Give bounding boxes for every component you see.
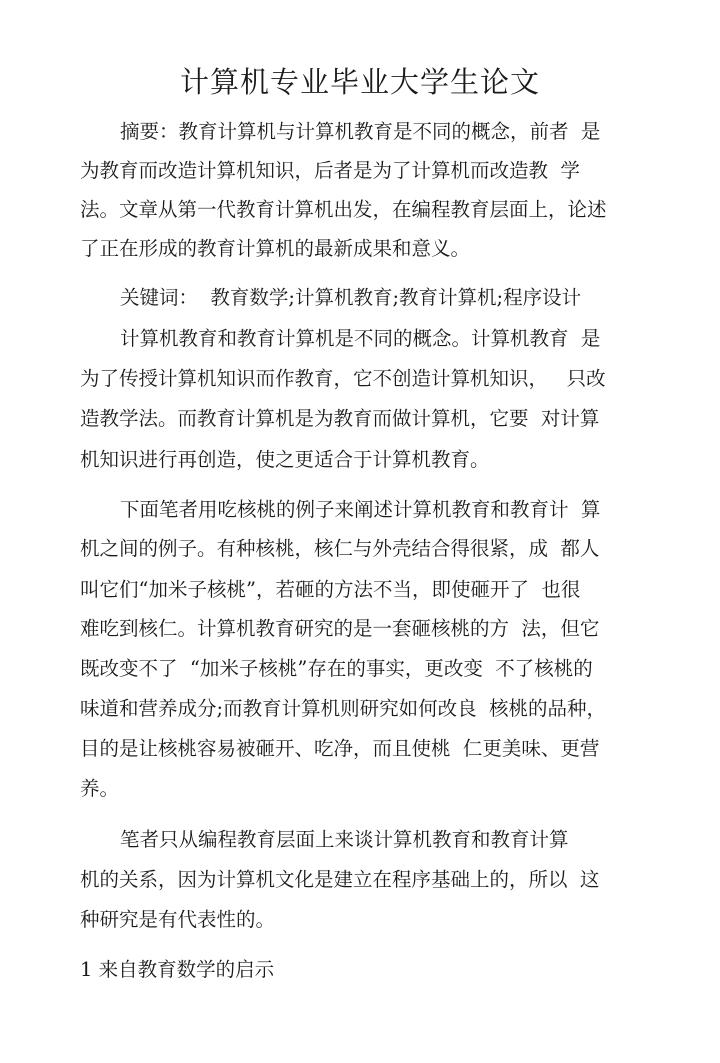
abstract-line: 为教育而改造计算机知识，后者是为了计算机而改造教 学 — [80, 159, 580, 182]
abstract-line: 摘要：教育计算机与计算机教育是不同的概念，前者 是 — [120, 120, 601, 143]
paragraph-line: 叫它们“加米子核桃”，若砸的方法不当，即使砸开了 也很 — [80, 578, 581, 601]
paragraph-line: 下面笔者用吃核桃的例子来阐述计算机教育和教育计 算 — [120, 498, 601, 521]
paragraph-line: 目的是让核桃容易被砸开、吃净，而且使桃 仁更美味、更营 — [80, 737, 600, 760]
section-heading: 1 来自教育数学的启示 — [80, 958, 275, 981]
paragraph-line: 养。 — [80, 777, 120, 800]
paragraph-line: 机之间的例子。有种核桃，核仁与外壳结合得很紧，成 都人 — [80, 537, 600, 560]
paragraph-line: 笔者只从编程教育层面上来谈计算机教育和教育计算 — [120, 828, 569, 851]
paragraph-line: 为了传授计算机知识而作教育，它不创造计算机知识， 只改 — [80, 367, 606, 390]
abstract-line: 了正在形成的教育计算机的最新成果和意义。 — [80, 237, 471, 260]
paragraph-line: 种研究是有代表性的。 — [80, 908, 276, 931]
paragraph-line: 计算机教育和教育计算机是不同的概念。计算机教育 是 — [120, 327, 601, 350]
paragraph-line: 味道和营养成分;而教育计算机则研究如何改良 核桃的品种， — [80, 697, 606, 720]
paragraph-line: 机知识进行再创造，使之更适合于计算机教育。 — [80, 448, 490, 471]
document-title: 计算机专业毕业大学生论文 — [179, 65, 540, 99]
abstract-line: 法。文章从第一代教育计算机出发，在编程教育层面上，论述 — [80, 198, 607, 221]
paragraph-line: 难吃到核仁。计算机教育研究的是一套砸核桃的方 法，但它 — [80, 617, 600, 640]
paragraph-line: 既改变不了 “加米子核桃”存在的事实，更改变 不了核桃的 — [80, 657, 593, 680]
paragraph-line: 造教学法。而教育计算机是为教育而做计算机，它要 对计算 — [80, 407, 600, 430]
keywords-line: 关键词： 教育数学;计算机教育;教育计算机;程序设计 — [120, 286, 582, 309]
paragraph-line: 机的关系，因为计算机文化是建立在程序基础上的，所以 这 — [80, 868, 600, 891]
